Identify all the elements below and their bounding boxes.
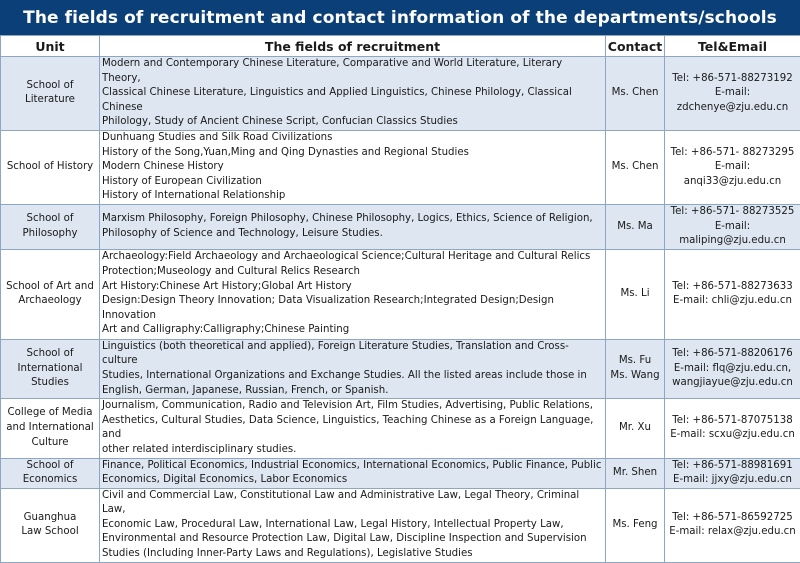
unit-cell [1,399,100,458]
tel-email-cell [665,249,800,339]
tel-text-line: Tel: +86-571-88273633 [667,280,798,295]
unit-cell [1,249,100,339]
contact-text-line: Mr. Shen [608,466,662,481]
fields-text-line: Civil and Commercial Law, Constitutional Law and Administrative Law, Legal Theory, Criminal Law, [102,489,603,518]
table-row [1,399,800,458]
unit-text-line: Archaeology [3,294,97,309]
tel-text-line: zdchenye@zju.edu.cn [667,101,798,116]
unit-text-line: Philosophy [3,227,97,242]
contact-text-line: Mr. Xu [608,421,662,436]
unit-text-line: and International [3,421,97,436]
fields-cell [100,458,606,488]
recruitment-table [0,35,800,563]
tel-text-line: E-mail: anqi33@zju.edu.cn [667,160,798,189]
fields-text-line: Philosophy of Science and Technology, Leisure Studies. [102,227,603,242]
tel-text-line: E-mail: [667,86,798,101]
unit-cell [1,339,100,398]
contact-cell [606,339,665,398]
header-tel-email: Tel&Email [665,36,800,57]
tel-text-line: Tel: +86-571-86592725 [667,511,798,526]
fields-text-line: Economics, Digital Economics, Labor Economics [102,473,603,488]
table-row [1,249,800,339]
tel-email-cell [665,339,800,398]
contact-text-line: Ms. Chen [608,160,662,175]
unit-text-line: Literature [3,93,97,108]
tel-text-line: Tel: +86-571-88981691 [667,459,798,474]
fields-text-line: History of International Relationship [102,189,603,204]
unit-text-line: School of History [3,160,97,175]
unit-text-line: School of [3,79,97,94]
contact-text-line: Ms. Fu [608,354,662,369]
fields-cell [100,339,606,398]
fields-text-line: Design:Design Theory Innovation; Data Visualization Research;Integrated Design;Design Innovation [102,294,603,323]
contact-text-line: Ms. Wang [608,369,662,384]
fields-text-line: Classical Chinese Literature, Linguistics and Applied Linguistics, Chinese Philology, Classical Chinese [102,86,603,115]
unit-text-line: School of Art and [3,280,97,295]
tel-email-cell [665,130,800,204]
tel-text-line: E-mail: flq@zju.edu.cn, [667,362,798,377]
fields-text-line: History of the Song,Yuan,Ming and Qing Dynasties and Regional Studies [102,146,603,161]
unit-cell [1,204,100,249]
fields-text-line: Dunhuang Studies and Silk Road Civilizations [102,131,603,146]
unit-cell [1,488,100,562]
table-header-row [1,36,800,57]
unit-text-line: Law School [3,525,97,540]
tel-text-line: Tel: +86-571-88206176 [667,347,798,362]
table-row [1,204,800,249]
fields-text-line: Economic Law, Procedural Law, International Law, Legal History, Intellectual Property Law, [102,518,603,533]
fields-text-line: History of European Civilization [102,175,603,190]
fields-text-line: Environmental and Resource Protection Law, Digital Law, Discipline Inspection and Supervision [102,532,603,547]
fields-cell [100,399,606,458]
table-row [1,130,800,204]
contact-cell [606,204,665,249]
tel-email-cell [665,458,800,488]
header-fields: The fields of recruitment [100,36,606,57]
fields-text-line: Modern and Contemporary Chinese Literature, Comparative and World Literature, Literary Theory, [102,57,603,86]
tel-text-line: Tel: +86-571-87075138 [667,414,798,429]
tel-text-line: E-mail: [667,220,798,235]
fields-cell [100,57,606,131]
tel-email-cell [665,488,800,562]
unit-text-line: School of [3,212,97,227]
fields-text-line: Art History:Chinese Art History;Global Art History [102,280,603,295]
tel-text-line: wangjiayue@zju.edu.cn [667,376,798,391]
contact-text-line: Ms. Li [608,287,662,302]
fields-text-line: English, German, Japanese, Russian, French, or Spanish. [102,384,603,399]
table-row [1,339,800,398]
unit-cell [1,57,100,131]
page-title-banner [0,0,800,35]
unit-text-line: Guanghua [3,511,97,526]
tel-text-line: E-mail: relax@zju.edu.cn [667,525,798,540]
tel-text-line: Tel: +86-571- 88273525 [667,205,798,220]
contact-cell [606,458,665,488]
fields-text-line: Aesthetics, Cultural Studies, Data Science, Linguistics, Teaching Chinese as a Foreign Language, and [102,414,603,443]
header-unit: Unit [1,36,100,57]
unit-text-line: College of Media [3,406,97,421]
fields-text-line: Philology, Study of Ancient Chinese Script, Confucian Classics Studies [102,115,603,130]
tel-text-line: Tel: +86-571-88273192 [667,72,798,87]
unit-text-line: School of [3,347,97,362]
header-contact: Contact [606,36,665,57]
fields-text-line: Protection;Museology and Cultural Relics Research [102,265,603,280]
unit-text-line: Culture [3,436,97,451]
unit-text-line: Economics [3,473,97,488]
contact-cell [606,399,665,458]
tel-text-line: Tel: +86-571- 88273295 [667,146,798,161]
fields-cell [100,130,606,204]
contact-cell [606,57,665,131]
fields-text-line: Journalism, Communication, Radio and Television Art, Film Studies, Advertising, Public Relations, [102,399,603,414]
unit-cell [1,130,100,204]
tel-text-line: E-mail: scxu@zju.edu.cn [667,428,798,443]
contact-cell [606,488,665,562]
fields-text-line: Linguistics (both theoretical and applied), Foreign Literature Studies, Translation and Cross-culture [102,340,603,369]
tel-email-cell [665,204,800,249]
page-title: The fields of recruitment and contact information of the departments/schools [23,8,777,28]
contact-text-line: Ms. Feng [608,518,662,533]
table-row [1,488,800,562]
fields-cell [100,488,606,562]
contact-cell [606,130,665,204]
unit-text-line: Studies [3,376,97,391]
tel-email-cell [665,57,800,131]
tel-text-line: E-mail: chli@zju.edu.cn [667,294,798,309]
tel-text-line: E-mail: jjxy@zju.edu.cn [667,473,798,488]
fields-text-line: Studies, International Organizations and Exchange Studies. All the listed areas include those in [102,369,603,384]
table-row [1,458,800,488]
unit-text-line: School of [3,459,97,474]
fields-text-line: Marxism Philosophy, Foreign Philosophy, Chinese Philosophy, Logics, Ethics, Science of Religion, [102,212,603,227]
tel-text-line: maliping@zju.edu.cn [667,234,798,249]
fields-text-line: Modern Chinese History [102,160,603,175]
fields-text-line: Art and Calligraphy:Calligraphy;Chinese Painting [102,323,603,338]
table-row [1,57,800,131]
fields-cell [100,249,606,339]
tel-email-cell [665,399,800,458]
fields-text-line: other related interdisciplinary studies. [102,443,603,458]
fields-cell [100,204,606,249]
unit-text-line: International [3,362,97,377]
unit-cell [1,458,100,488]
contact-cell [606,249,665,339]
fields-text-line: Archaeology:Field Archaeology and Archaeological Science;Cultural Heritage and Cultural Relics [102,250,603,265]
fields-text-line: Studies (Including Inner-Party Laws and Regulations), Legislative Studies [102,547,603,562]
fields-text-line: Finance, Political Economics, Industrial Economics, International Economics, Public Finance, Public [102,459,603,474]
contact-text-line: Ms. Chen [608,86,662,101]
contact-text-line: Ms. Ma [608,220,662,235]
